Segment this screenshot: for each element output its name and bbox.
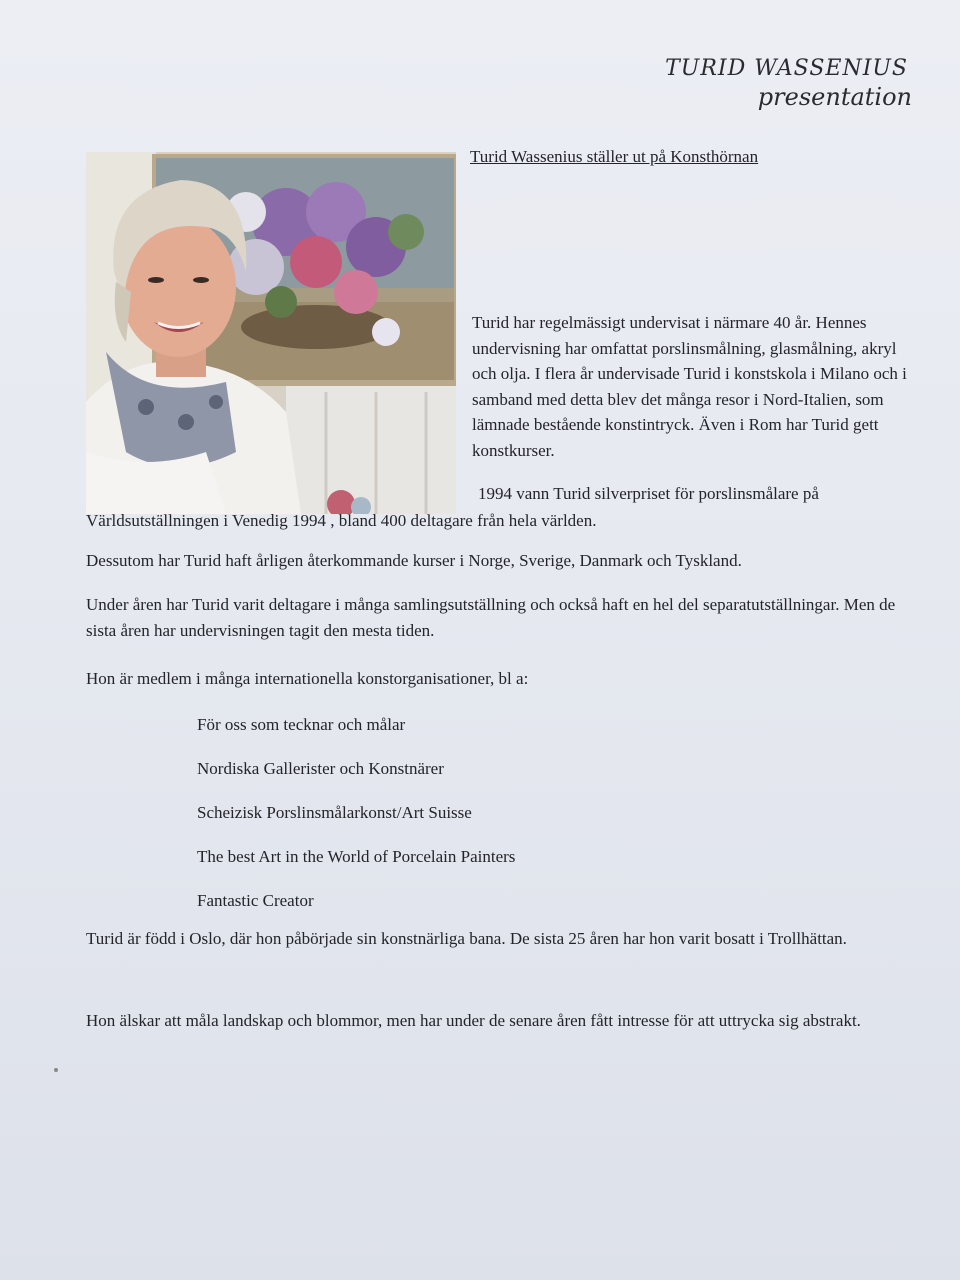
header-name: TURID WASSENIUS	[665, 56, 908, 81]
list-item: För oss som tecknar och målar	[197, 715, 406, 734]
paragraph-courses: Dessutom har Turid haft årligen återkommande kurser i Norge, Sverige, Danmark och Tyskland.	[86, 551, 742, 570]
list-item: Fantastic Creator	[197, 891, 314, 910]
paragraph-style: Hon älskar att måla landskap och blommor, men har under de senare åren fått intresse för att uttrycka sig abstrakt.	[86, 1011, 861, 1030]
artist-photo	[86, 152, 456, 514]
paragraph-origin: Turid är född i Oslo, där hon påbörjade sin konstnärliga bana. De sista 25 åren har hon varit bosatt i Trollhättan.	[86, 929, 847, 948]
header-subtitle: presentation	[757, 83, 912, 111]
paragraph-award-end: Världsutställningen i Venedig 1994 , bland 400 deltagare från hela världen.	[86, 511, 597, 530]
article-title: Turid Wassenius ställer ut på Konsthörnan	[470, 147, 759, 166]
paragraph-exhibitions: Under åren har Turid varit deltagare i många samlingsutställning och också haft en hel del separatutställningar. Men de sista åren har undervisningen tagit den mesta tiden.	[86, 595, 896, 640]
paragraph-memberships: Hon är medlem i många internationella konstorganisationer, bl a:	[86, 669, 529, 688]
document-header	[665, 56, 912, 111]
list-item: The best Art in the World of Porcelain Painters	[197, 847, 516, 866]
paper-speck	[54, 1068, 58, 1072]
list-item: Nordiska Gallerister och Konstnärer	[197, 759, 444, 778]
list-item: Scheizisk Porslinsmålarkonst/Art Suisse	[197, 803, 472, 822]
paragraph-award-start: 1994 vann Turid silverpriset för porslinsmålare på	[478, 484, 819, 503]
organization-list	[197, 712, 515, 932]
paragraph-teaching: Turid har regelmässigt undervisat i närmare 40 år. Hennes undervisning har omfattat porslinsmålning, glasmålning, akryl och olja. I flera år undervisade Turid i konstskola i Milano och i samband med detta blev det många resor i Nord-Italien, som lämnade bestående konstintryck. Även i Rom har Turid gett konstkurser.	[472, 313, 907, 460]
